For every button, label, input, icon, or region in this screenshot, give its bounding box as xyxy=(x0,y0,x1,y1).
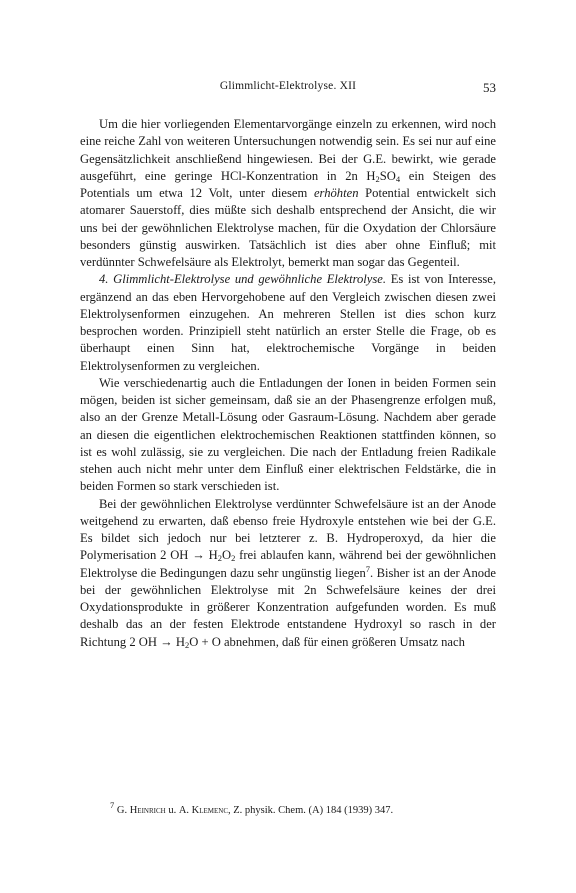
page-number: 53 xyxy=(483,80,496,95)
footnote-conjunction: u. xyxy=(165,805,179,816)
paragraph-4-text-e: O + O abnehmen, daß für einen größeren Umsatz nach xyxy=(189,634,465,649)
footnote-marker: 7 xyxy=(110,800,115,810)
paragraph-1 xyxy=(80,116,496,271)
footnote xyxy=(110,800,496,817)
footnote-reference[interactable]: 7 xyxy=(365,563,370,574)
emphasis: erhöhten xyxy=(313,186,359,200)
footnote-citation: , Z. physik. Chem. (A) 184 (1939) 347. xyxy=(228,805,394,816)
footnote-rule xyxy=(80,800,200,801)
paragraph-3 xyxy=(80,375,496,496)
paragraph-1-text-a: Um die hier vorliegenden Elementarvorgänge einzeln zu erkennen, wird noch eine reiche Zahl von weiteren Untersuchungen notwendig sein. Es sei nur auf eine Gegensätzlichkeit anschließend hingewiesen. Bei der G.E. bewirkt, wie gerade ausgeführt, eine geringe HCl-Konzentration in 2n H xyxy=(80,117,496,183)
paragraph-4-text-c: frei ablaufen kann, während bei der gewöhnlichen Elektrolyse die Bedingungen dazu sehr ungünstig liegen xyxy=(80,548,496,580)
paragraph-4-text-b: O xyxy=(221,548,232,563)
paragraph-4-text-a: Bei der gewöhnlichen Elektrolyse verdünnter Schwefelsäure ist an der Anode weitgehend zu erwarten, daß ebenso freie Hydroxyle entstehen wie bei der G.E. Es bildet sich jedoch nur bei letzterer z. B. Hydroperoxyd, da hier die Polymerisation 2 OH → H xyxy=(80,496,496,563)
running-head xyxy=(80,80,496,98)
paragraph-2 xyxy=(80,271,496,375)
paragraph-4-text-d: . Bisher ist an der Anode bei der gewöhnlichen Elektrolyse mit 2n Schwefelsäure keines der drei Oxydationsprodukte in größerer Konzentration aufgefunden worden. Es muß deshalb das an der festen Elektrode entstandene Hydroxyl so rasch in der Richtung 2 OH → H xyxy=(80,565,496,649)
paragraph-1-text-c: ein Steigen des Potentials um etwa 12 Volt, unter diesem xyxy=(80,168,496,200)
subscript: 4 xyxy=(395,173,401,184)
subscript: 2 xyxy=(231,553,236,564)
paragraph-1-text-d: Potential entwickelt sich atomarer Sauerstoff, dies müßte sich deshalb entsprechend der Ansicht, die wir uns bei der gewöhnlichen Elektrolyse machen, für die Oxydation der Chlorsäure besonders günstig auswirken. Tatsächlich ist dies aber ohne Einfluß; mit verdünnter Schwefelsäure als Elektrolyt, bemerkt man sogar das Gegenteil. xyxy=(80,186,496,269)
subscript: 2 xyxy=(217,553,222,564)
footnote-author-1: G. Heinrich xyxy=(116,805,166,816)
subscript: 2 xyxy=(184,639,190,650)
footnote-author-2: A. Klemenc xyxy=(178,805,229,816)
paragraph-4 xyxy=(80,496,496,651)
running-title: Glimmlicht-Elektrolyse. XII xyxy=(219,80,357,92)
subscript: 2 xyxy=(375,173,380,184)
paragraph-3-text: Wie verschiedenartig auch die Entladungen der Ionen in beiden Formen sein mögen, beiden ist sicher gemeinsam, daß sie an der Phasengrenze erfolgen muß, also an der Grenze Metall-Lösung oder Gasraum-Lösung. Nachdem aber gerade an diesen die eigentlichen elektrochemischen Reaktionen stattfinden können, so ist es wohl zulässig, sie zu vergleichen. Die nach der Entladung freien Radikale stehen auch nicht mehr unter dem Einfluß einer elektrischen Feldstärke, die in beiden Formen so stark verschieden ist. xyxy=(80,375,496,494)
section-heading: 4. Glimmlicht-Elektrolyse und gewöhnliche Elektrolyse. xyxy=(99,272,387,287)
paragraph-1-text-b: SO xyxy=(379,168,396,183)
body-text xyxy=(80,116,496,651)
paragraph-2-text: Es ist von Interesse, ergänzend an das eben Hervorgehobene auf den Vergleich zwischen diesen zwei Elektrolysenformen einzugehen. An mehreren Stellen ist dies schon kurz besprochen worden. Prinzipiell steht natürlich an erster Stelle die Frage, ob es überhaupt einen Sinn hat, elektrochemische Vorgänge in beiden Elektrolysenformen zu vergleichen. xyxy=(80,272,496,373)
